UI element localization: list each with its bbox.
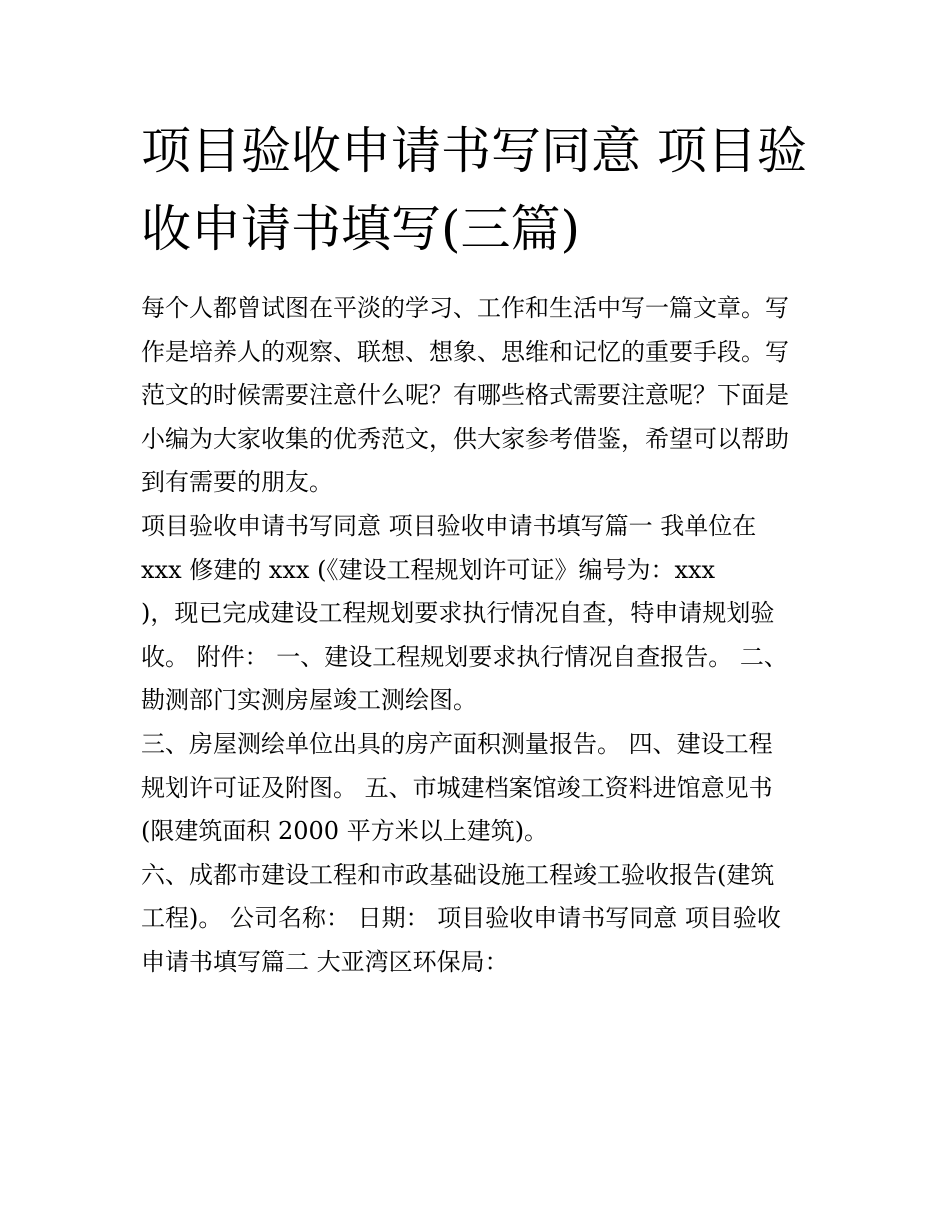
document-page: [141, 112, 813, 985]
body-line: 规划许可证及附图。 五、市城建档案馆竣工资料进馆意见书: [141, 773, 773, 802]
body-line: 收。 附件： 一、建设工程规划要求执行情况自查报告。 二、: [141, 642, 788, 671]
body-line: xxx 修建的 xxx (《建设工程规划许可证》编号为：xxx: [141, 555, 716, 584]
document-body: [141, 287, 813, 985]
document-title: [141, 112, 813, 268]
body-line: 范文的时候需要注意什么呢？有哪些格式需要注意呢？下面是: [141, 381, 789, 410]
body-line: 工程)。 公司名称： 日期： 项目验收申请书写同意 项目验收: [141, 904, 781, 933]
body-line: 六、成都市建设工程和市政基础设施工程竣工验收报告(建筑: [141, 860, 775, 889]
body-line: 作是培养人的观察、联想、想象、思维和记忆的重要手段。写: [141, 337, 789, 366]
body-line: 申请书填写篇二 大亚湾区环保局：: [141, 947, 509, 976]
body-line: 每个人都曾试图在平淡的学习、工作和生活中写一篇文章。写: [141, 294, 789, 322]
body-line: 三、房屋测绘单位出具的房产面积测量报告。 四、建设工程: [141, 729, 773, 758]
body-line: )，现已完成建设工程规划要求执行情况自查，特申请规划验: [141, 599, 775, 628]
body-line: 勘测部门实测房屋竣工测绘图。: [141, 686, 477, 715]
body-line: 项目验收申请书写同意 项目验收申请书填写篇一 我单位在: [141, 511, 757, 540]
title-line: 收申请书填写(三篇): [141, 200, 581, 258]
title-line: 项目验收申请书写同意 项目验: [141, 122, 807, 180]
body-line: 小编为大家收集的优秀范文，供大家参考借鉴，希望可以帮助: [141, 424, 789, 453]
body-line: 到有需要的朋友。: [141, 468, 333, 497]
body-line: (限建筑面积 2000 平方米以上建筑)。: [141, 817, 549, 846]
